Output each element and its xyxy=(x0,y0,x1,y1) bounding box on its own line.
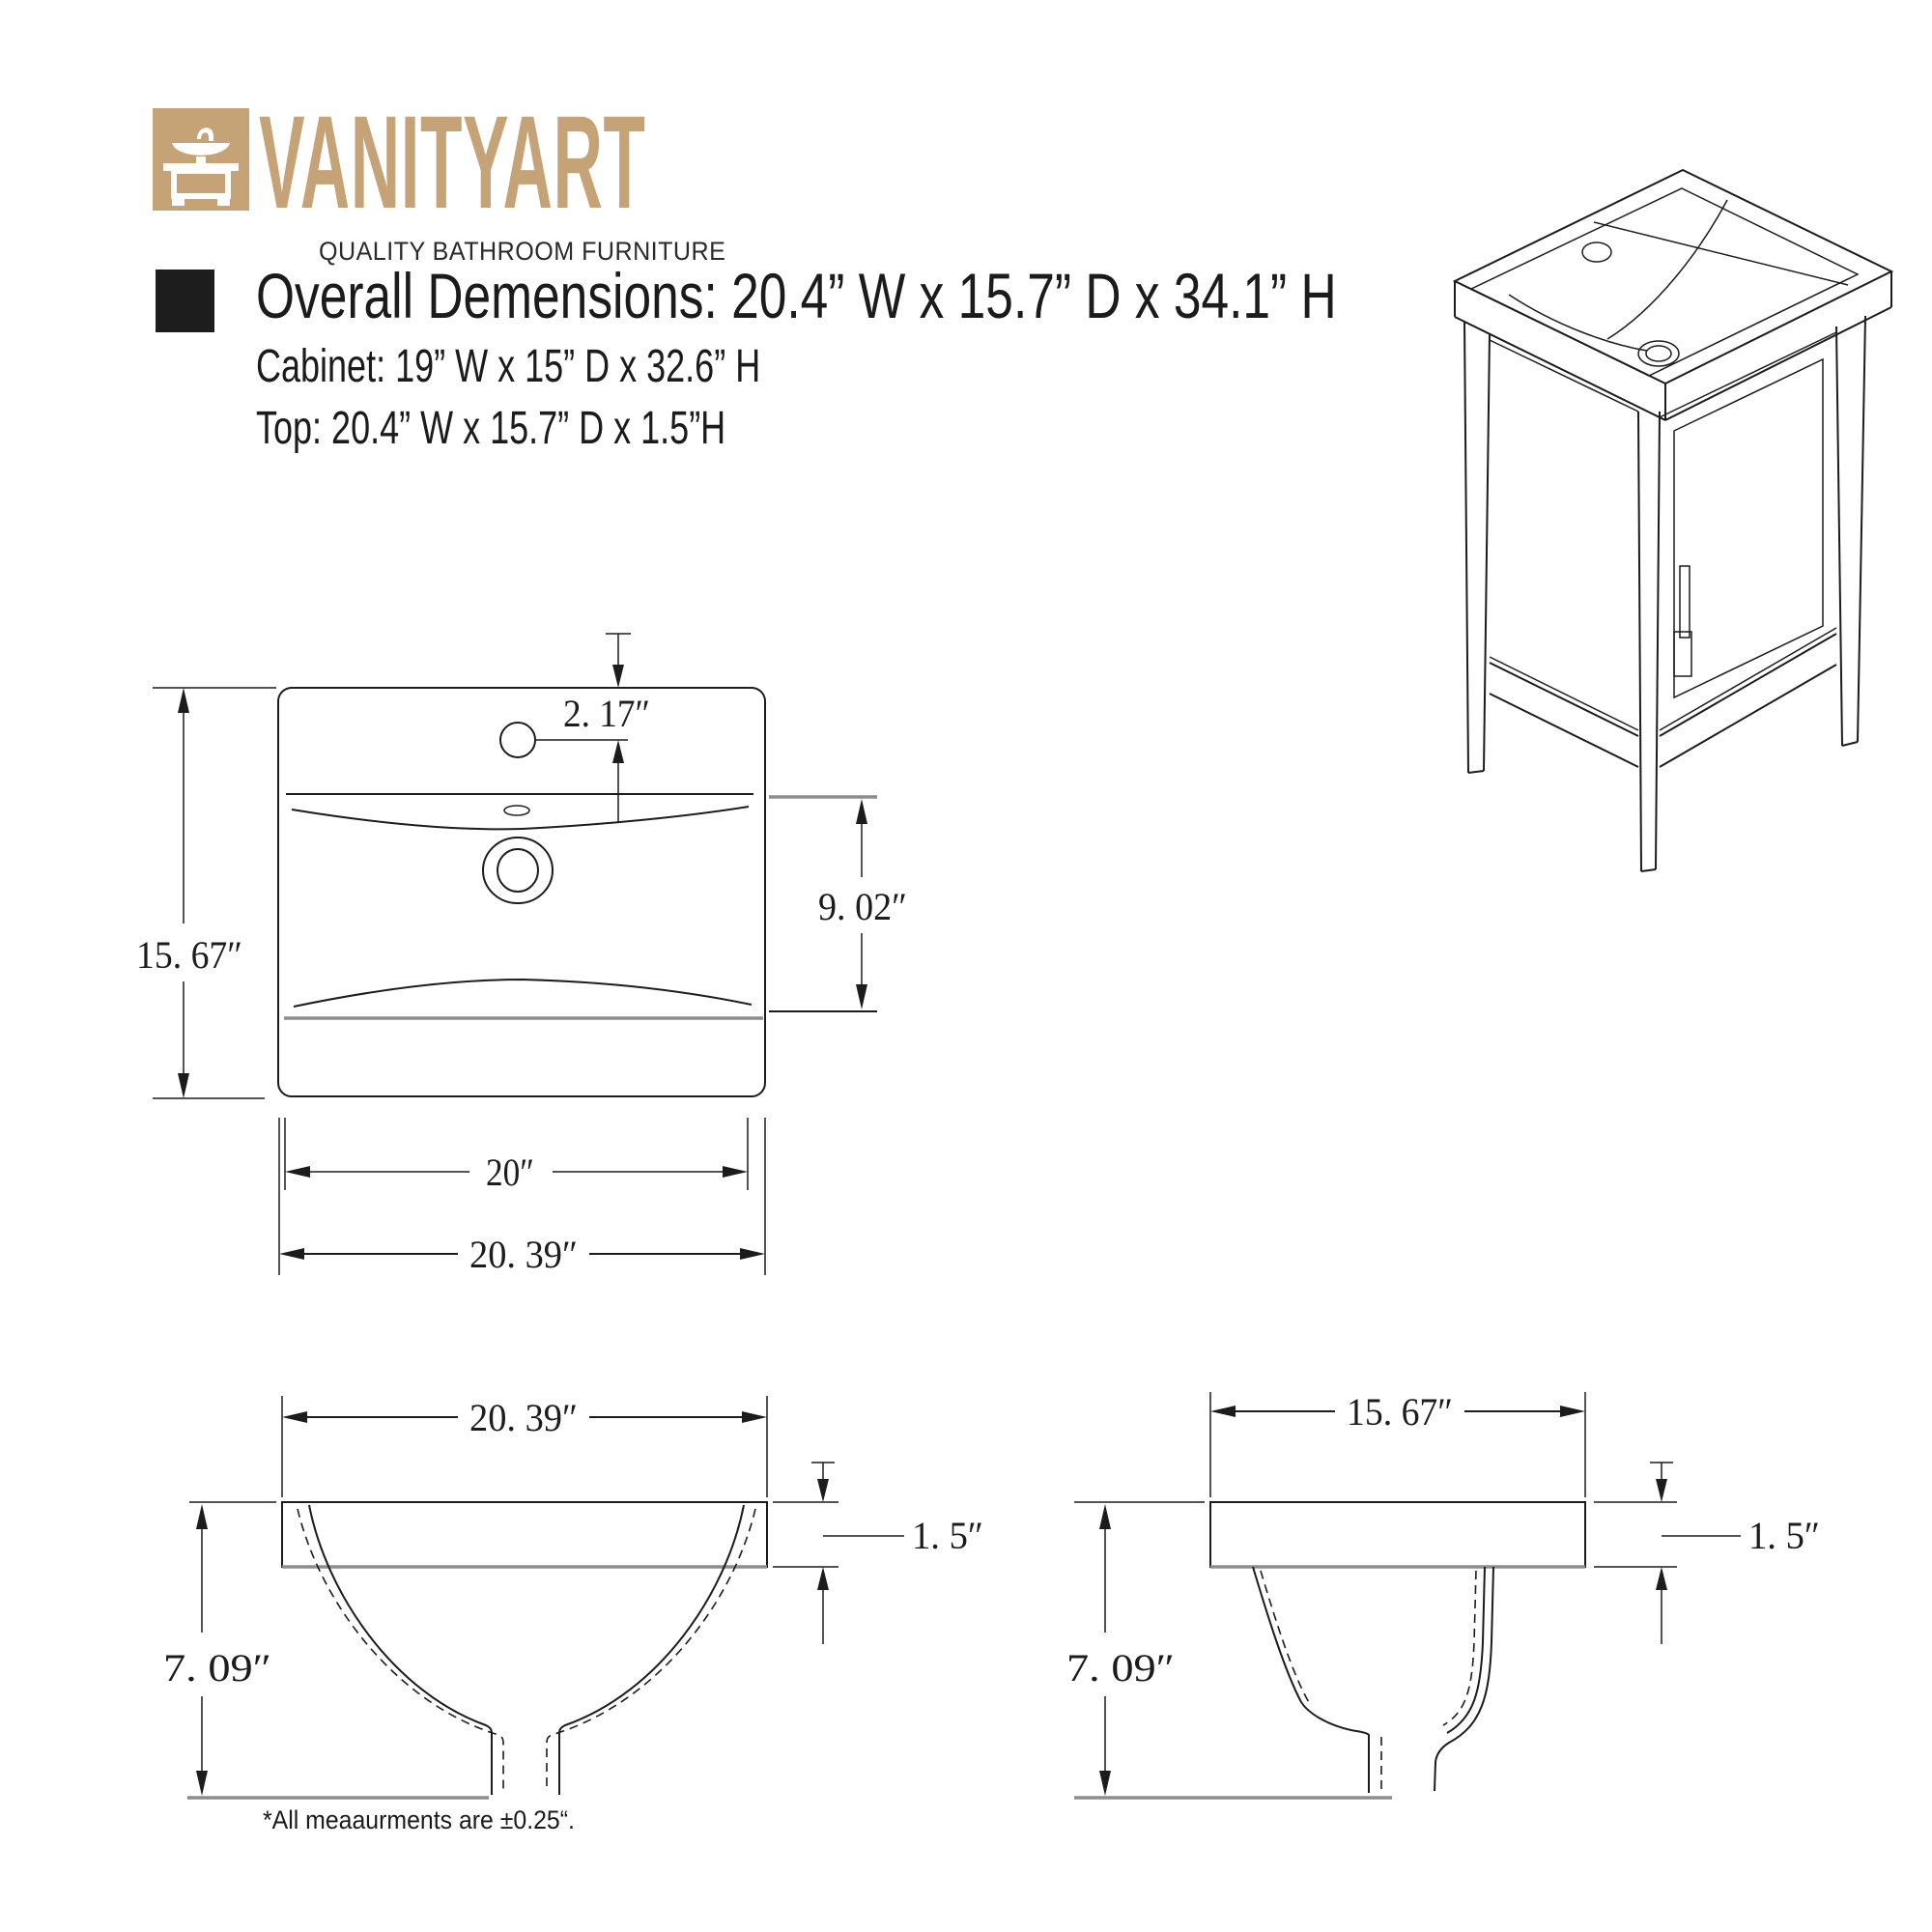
top-slab xyxy=(282,1502,767,1567)
dim-height xyxy=(163,1502,489,1798)
svg-text:15. 67″: 15. 67″ xyxy=(1347,1390,1453,1434)
brand-tagline: QUALITY BATHROOM FURNITURE xyxy=(319,237,726,266)
bowl-profile xyxy=(1253,1567,1493,1793)
overall-dimensions: Overall Demensions: 20.4” W x 15.7” D x 34.1” H xyxy=(256,260,1337,331)
dim-depth xyxy=(1210,1390,1585,1497)
svg-text:9. 02″: 9. 02″ xyxy=(818,885,907,928)
door-handle xyxy=(1680,566,1690,638)
drain-inner xyxy=(497,849,538,892)
bowl-profile xyxy=(298,1505,755,1795)
dim-width xyxy=(282,1396,767,1497)
countertop xyxy=(1455,170,1891,420)
bullet-square xyxy=(156,270,214,332)
drain-outer xyxy=(483,838,553,903)
basin-outline xyxy=(284,794,763,1018)
dim-top-thickness xyxy=(773,1463,983,1644)
svg-text:20. 39″: 20. 39″ xyxy=(469,1396,578,1439)
svg-text:1. 5″: 1. 5″ xyxy=(1748,1514,1820,1557)
faucet-hole xyxy=(500,723,535,757)
dim-overall-width xyxy=(279,1118,765,1276)
front-section-drawing xyxy=(126,1352,1043,1835)
isometric-vanity-drawing xyxy=(1430,126,1922,898)
stretcher-rails xyxy=(1490,628,1836,767)
overflow-slot xyxy=(504,806,529,815)
dim-height xyxy=(1066,1502,1392,1798)
svg-text:2. 17″: 2. 17″ xyxy=(563,692,650,735)
vanityart-logo-icon xyxy=(153,108,249,211)
svg-text:7. 09″: 7. 09″ xyxy=(1066,1646,1175,1690)
dim-top-thickness xyxy=(1594,1463,1820,1644)
top-slab xyxy=(1210,1502,1585,1567)
svg-text:15. 67″: 15. 67″ xyxy=(136,933,242,977)
dim-inner-width xyxy=(285,1118,748,1194)
dim-basin-depth xyxy=(769,797,907,1011)
tolerance-footnote: *All meaaurments are ±0.25“. xyxy=(263,1805,575,1834)
top-view-drawing xyxy=(126,618,985,1294)
cabinet-dimensions: Cabinet: 19” W x 15” D x 32.6” H xyxy=(256,341,761,392)
faucet-hole xyxy=(1582,242,1611,262)
drain xyxy=(1638,341,1679,366)
top-dimensions: Top: 20.4” W x 15.7” D x 1.5”H xyxy=(256,403,726,454)
svg-text:1. 5″: 1. 5″ xyxy=(912,1514,983,1557)
cabinet-door xyxy=(1674,359,1823,697)
dim-overall-depth xyxy=(136,688,276,1098)
brand-name: VANITYART xyxy=(259,89,646,237)
svg-text:20. 39″: 20. 39″ xyxy=(469,1233,578,1276)
svg-text:20″: 20″ xyxy=(486,1151,534,1194)
svg-text:7. 09″: 7. 09″ xyxy=(163,1646,271,1690)
side-section-drawing xyxy=(1053,1352,1932,1835)
